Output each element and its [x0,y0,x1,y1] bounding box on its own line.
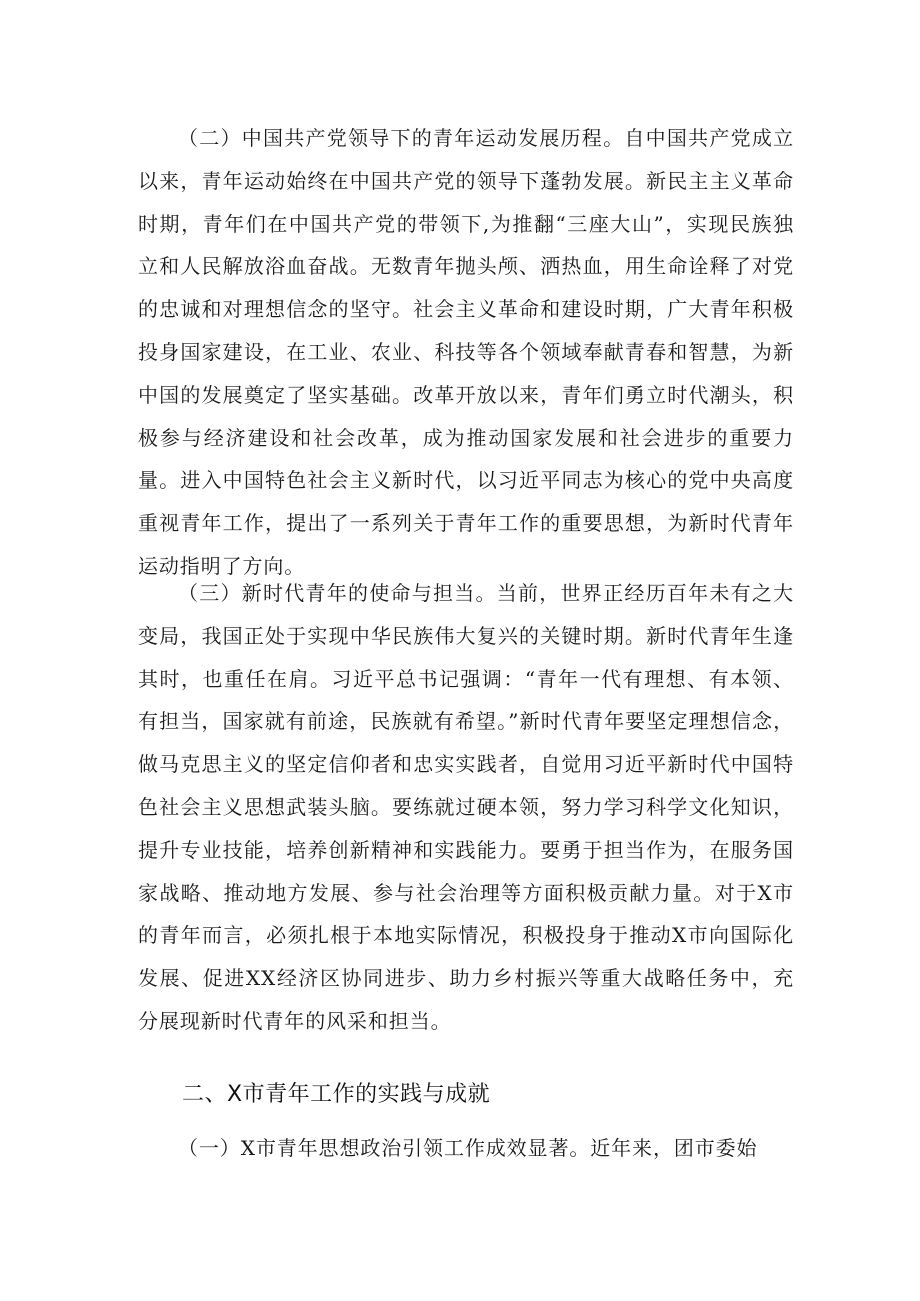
paragraph-new-era-youth-mission: （三）新时代青年的使命与担当。当前，世界正经历百年未有之大变局，我国正处于实现中华民族伟大复兴的关键时期。新时代青年生逢其时，也重任在肩。习近平总书记强调：“青年一代有理想、有本领、有担当，国家就有前途，民族就有希望。”新时代青年要坚定理想信念，做马克思主义的坚定信仰者和忠实实践者，自觉用习近平新时代中国特色社会主义思想武装头脑。要练就过硬本领，努力学习科学文化知识，提升专业技能，培养创新精神和实践能力。要勇于担当作为，在服务国家战略、推动地方发展、参与社会治理等方面积极贡献力量。对于X市的青年而言，必须扎根于本地实际情况，积极投身于推动X市向国际化发展、促进XX经济区协同进步、助力乡村振兴等重大战略任务中，充分展现新时代青年的风采和担当。 [138,581,794,1033]
paragraph-ideological-guidance: （一）X市青年思想政治引领工作成效显著。近年来，团市委始 [178,1136,758,1160]
section-heading: 二、X市青年工作的实践与成就 [182,1082,491,1107]
paragraph-party-led-youth-history: （二）中国共产党领导下的青年运动发展历程。自中国共产党成立以来，青年运动始终在中国共产党的领导下蓬勃发展。新民主主义革命时期，青年们在中国共产党的带领下,为推翻“三座大山”，实现民族独立和人民解放浴血奋战。无数青年抛头颅、洒热血，用生命诠释了对党的忠诚和对理想信念的坚守。社会主义革命和建设时期，广大青年积极投身国家建设，在工业、农业、科技等各个领域奉献青春和智慧，为新中国的发展奠定了坚实基础。改革开放以来，青年们勇立时代潮头，积极参与经济建设和社会改革，成为推动国家发展和社会进步的重要力量。进入中国特色社会主义新时代，以习近平同志为核心的党中央高度重视青年工作，提出了一系列关于青年工作的重要思想，为新时代青年运动指明了方向。 [138,126,794,578]
